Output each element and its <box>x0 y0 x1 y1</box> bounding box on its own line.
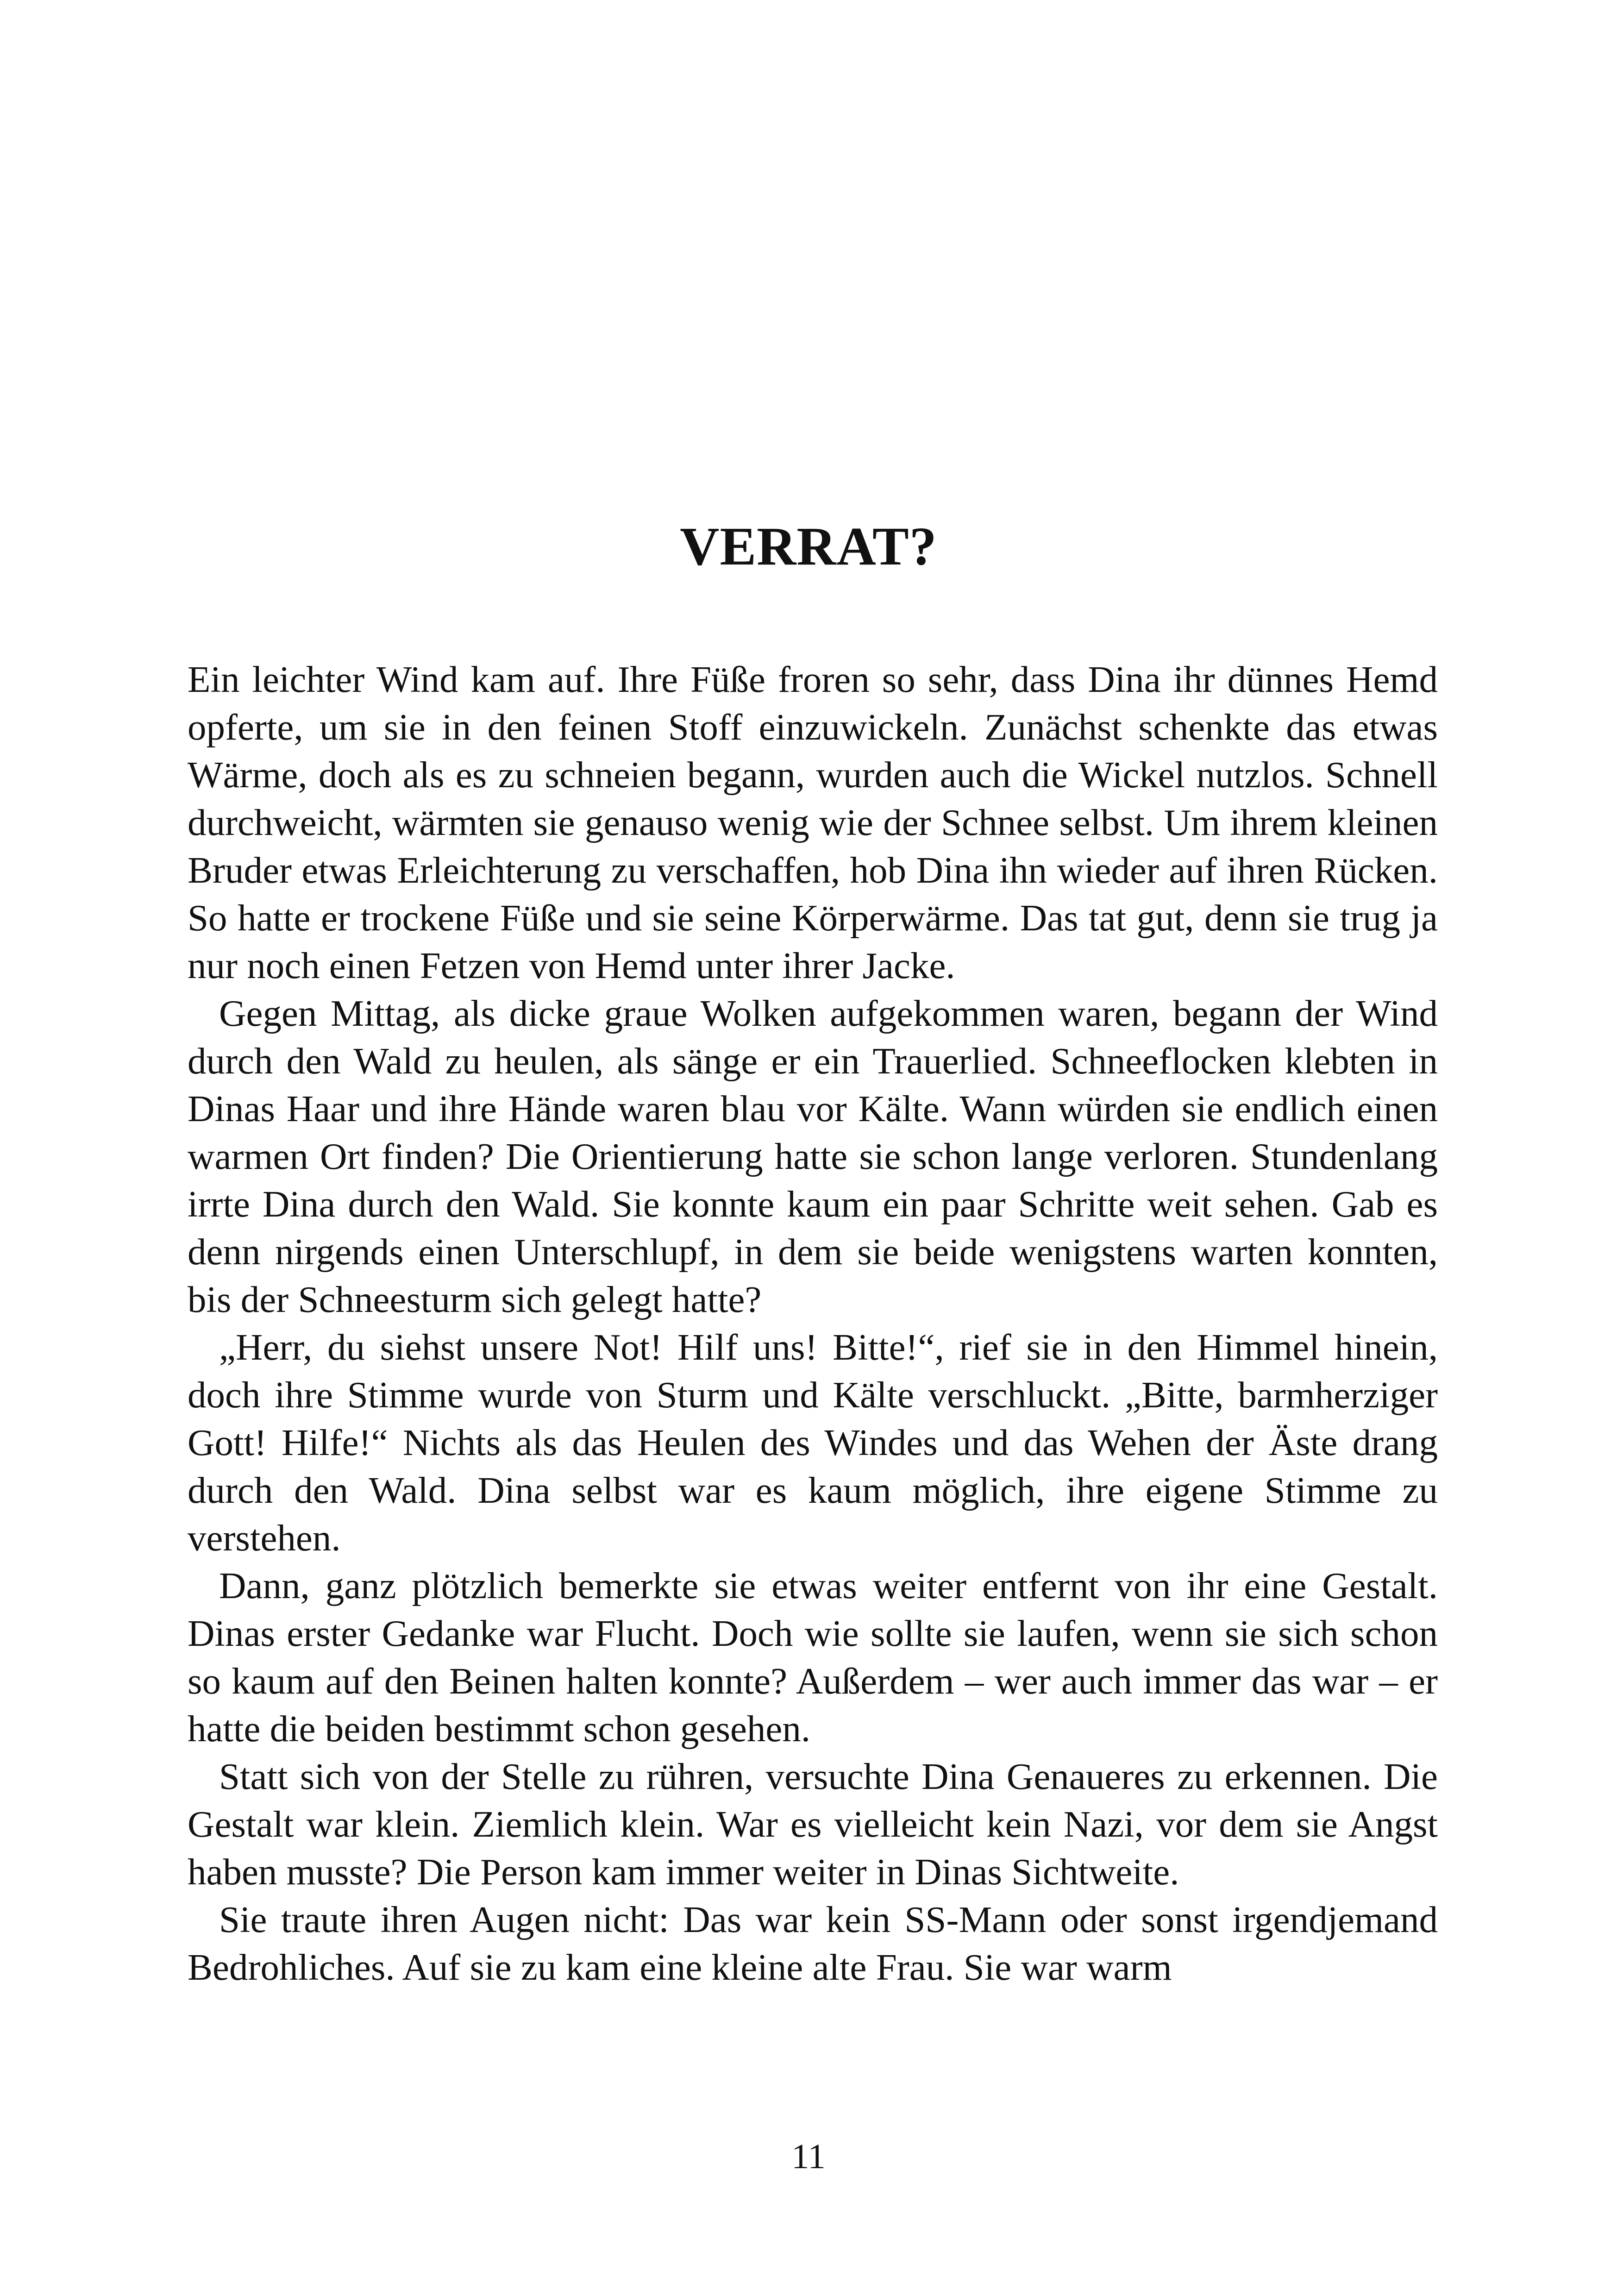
paragraph: „Herr, du siehst unsere Not! Hilf uns! Bitte!“, rief sie in den Himmel hinein, doch ihre Stimme wurde von Sturm und Kälte verschluckt. „Bitte, barmherziger Gott! Hilfe!“ Nichts als das Heulen des Windes und das Wehen der Äste drang durch den Wald. Dina selbst war es kaum möglich, ihre eigene Stimme zu verstehen. <box>188 1326 1438 1559</box>
page-number: 11 <box>791 2137 826 2176</box>
chapter-body <box>188 656 1438 1991</box>
paragraph: Gegen Mittag, als dicke graue Wolken aufgekommen waren, begann der Wind durch den Wald zu heulen, als sänge er ein Trauerlied. Schneeflocken klebten in Dinas Haar und ihre Hände waren blau vor Kälte. Wann würden sie endlich einen warmen Ort finden? Die Orientierung hatte sie schon lange verloren. Stundenlang irrte Dina durch den Wald. Sie konnte kaum ein paar Schritte weit sehen. Gab es denn nirgends einen Unterschlupf, in dem sie beide wenigstens warten konnten, bis der Schneesturm sich gelegt hatte? <box>188 992 1438 1320</box>
paragraph: Statt sich von der Stelle zu rühren, versuchte Dina Genaueres zu erkennen. Die Gestalt war klein. Ziemlich klein. War es vielleicht kein Nazi, vor dem sie Angst haben musste? Die Person kam immer weiter in Dinas Sichtweite. <box>188 1756 1438 1893</box>
paragraph: Ein leichter Wind kam auf. Ihre Füße froren so sehr, dass Dina ihr dünnes Hemd opferte, um sie in den feinen Stoff einzuwickeln. Zunächst schenkte das etwas Wärme, doch als es zu schneien begann, wurden auch die Wickel nutzlos. Schnell durchweicht, wärmten sie genauso wenig wie der Schnee selbst. Um ihrem kleinen Bruder etwas Erleichterung zu verschaffen, hob Dina ihn wieder auf ihren Rücken. So hatte er trockene Füße und sie seine Körperwärme. Das tat gut, denn sie trug ja nur noch einen Fetzen von Hemd unter ihrer Jacke. <box>188 659 1438 986</box>
paragraph: Dann, ganz plötzlich bemerkte sie etwas weiter entfernt von ihr eine Gestalt. Dinas erster Gedanke war Flucht. Doch wie sollte sie laufen, wenn sie sich schon so kaum auf den Beinen halten konnte? Außerdem – wer auch immer das war – er hatte die beiden bestimmt schon gesehen. <box>188 1565 1438 1750</box>
chapter-title: VERRAT? <box>680 516 937 577</box>
paragraph: Sie traute ihren Augen nicht: Das war kein SS-Mann oder sonst irgendjemand Bedrohliches. Auf sie zu kam eine kleine alte Frau. Sie war warm <box>188 1899 1438 1988</box>
